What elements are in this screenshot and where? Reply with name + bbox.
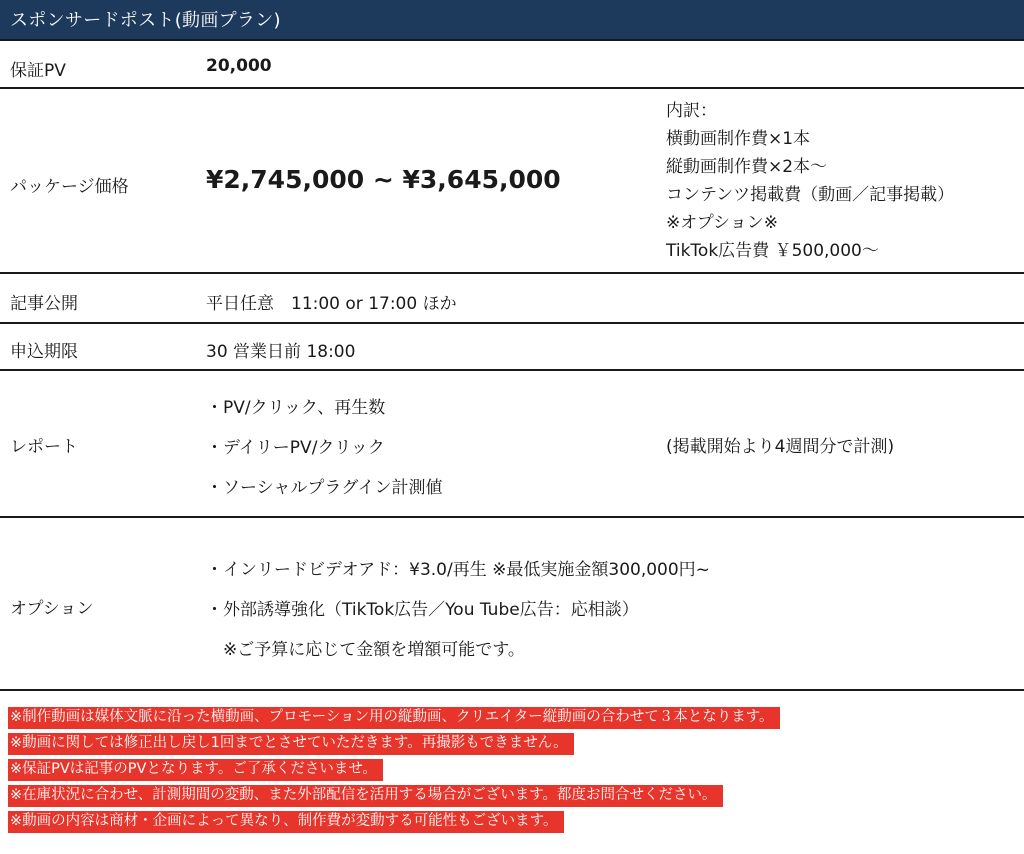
note-item: ※動画に関しては修正出し戻し1回までとさせていただきます。再撮影もできません。 bbox=[8, 733, 574, 755]
row-label-pv: 保証PV bbox=[10, 61, 66, 81]
note-item: ※在庫状況に合わせ、計測期間の変動、また外部配信を活用する場合がございます。都度お問合せください。 bbox=[8, 785, 723, 807]
package-breakdown bbox=[666, 97, 954, 265]
breakdown-line: 縦動画制作費×2本〜 bbox=[666, 157, 828, 177]
report-item: ・デイリーPV/クリック bbox=[206, 438, 385, 458]
row-value-pv: 20,000 bbox=[206, 56, 272, 76]
page-title: スポンサードポスト(動画プラン) bbox=[0, 0, 1024, 39]
note-item: ※保証PVは記事のPVとなります。ご了承くださいませ。 bbox=[8, 759, 383, 781]
divider bbox=[0, 516, 1024, 518]
divider bbox=[0, 322, 1024, 324]
breakdown-line: 内訳： bbox=[666, 101, 717, 121]
row-value-deadline: 30 営業日前 18:00 bbox=[206, 342, 356, 362]
row-value-publish: 平日任意 11:00 or 17:00 ほか bbox=[206, 294, 457, 314]
divider bbox=[0, 689, 1024, 691]
option-item: ・外部誘導強化（TikTok広告／You Tube広告：応相談） bbox=[206, 600, 639, 620]
option-item: ※ご予算に応じて金額を増額可能です。 bbox=[206, 640, 525, 660]
notes-list bbox=[8, 707, 780, 837]
breakdown-line: 横動画制作費×1本 bbox=[666, 129, 811, 149]
divider bbox=[0, 272, 1024, 274]
row-label-deadline: 申込期限 bbox=[10, 342, 78, 362]
note-item: ※制作動画は媒体文脈に沿った横動画、プロモーション用の縦動画、クリエイター縦動画の合わせて３本となります。 bbox=[8, 707, 780, 729]
report-list bbox=[206, 388, 442, 508]
report-note: (掲載開始より4週間分で計測) bbox=[666, 437, 895, 457]
divider bbox=[0, 369, 1024, 371]
report-item: ・PV/クリック、再生数 bbox=[206, 398, 386, 418]
note-item: ※動画の内容は商材・企画によって異なり、制作費が変動する可能性もございます。 bbox=[8, 811, 564, 833]
row-label-option: オプション bbox=[10, 599, 94, 619]
breakdown-line: TikTok広告費 ￥500,000〜 bbox=[666, 241, 879, 261]
divider bbox=[0, 87, 1024, 89]
row-label-publish: 記事公開 bbox=[10, 294, 78, 314]
row-label-package: パッケージ価格 bbox=[10, 177, 129, 197]
package-price: ¥2,745,000 ~ ¥3,645,000 bbox=[206, 165, 561, 194]
row-label-report: レポート bbox=[10, 437, 78, 457]
breakdown-line: コンテンツ掲載費（動画／記事掲載） bbox=[666, 185, 955, 205]
option-item: ・インリードビデオアド：¥3.0/再生 ※最低実施金額300,000円~ bbox=[206, 560, 710, 580]
divider bbox=[0, 39, 1024, 41]
report-item: ・ソーシャルプラグイン計測値 bbox=[206, 478, 443, 498]
breakdown-line: ※オプション※ bbox=[666, 213, 778, 233]
option-list bbox=[206, 550, 710, 670]
